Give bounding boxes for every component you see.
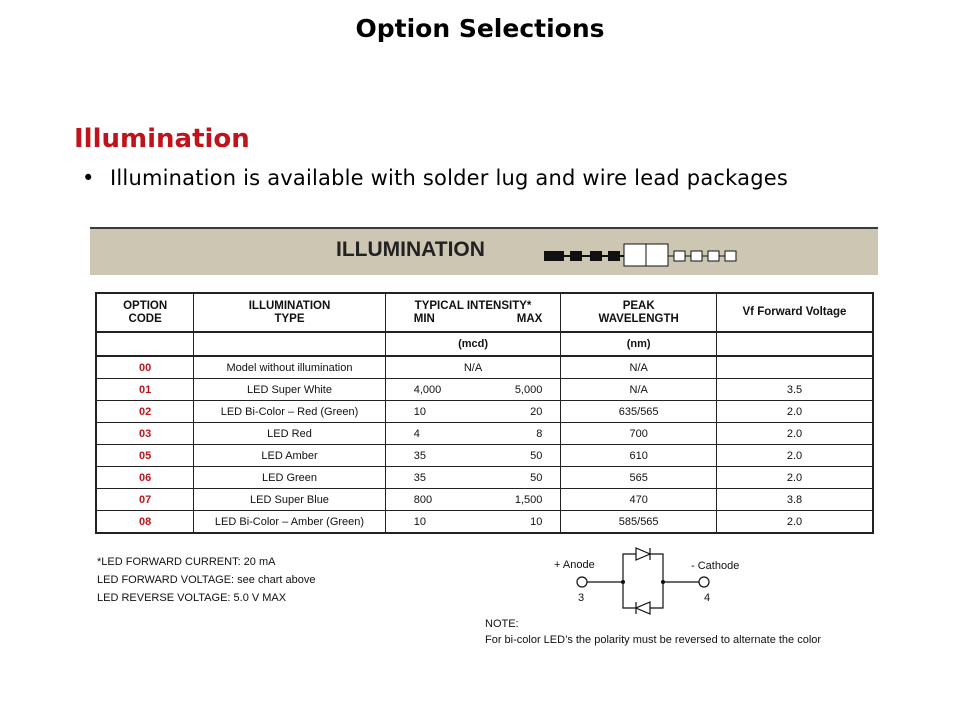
footnotes bbox=[97, 553, 315, 607]
header-peak-wavelength bbox=[561, 293, 717, 332]
header-illumination-type bbox=[194, 293, 385, 332]
cell-peak-wavelength: 565 bbox=[561, 467, 717, 489]
cell-intensity-min: 35 bbox=[413, 471, 426, 484]
cathode-label: - Cathode bbox=[691, 560, 740, 572]
cell-option-code: 06 bbox=[96, 467, 194, 489]
cell-intensity-max: 20 bbox=[530, 405, 543, 418]
table-row bbox=[96, 511, 873, 534]
bullet-dot-icon: • bbox=[82, 166, 95, 190]
cell-forward-voltage: 3.5 bbox=[717, 379, 874, 401]
header-text: WAVELENGTH bbox=[598, 312, 679, 325]
cell-intensity bbox=[385, 379, 561, 401]
cell-intensity bbox=[385, 511, 561, 534]
cell-forward-voltage: 3.8 bbox=[717, 489, 874, 511]
table-header-row bbox=[96, 293, 873, 332]
cell-option-code: 05 bbox=[96, 445, 194, 467]
header-text: CODE bbox=[128, 312, 162, 325]
footnote-forward-voltage: LED FORWARD VOLTAGE: see chart above bbox=[97, 574, 316, 586]
header-option-code bbox=[96, 293, 194, 332]
cell-intensity-min: 4,000 bbox=[413, 383, 442, 396]
cell-forward-voltage: 2.0 bbox=[717, 423, 874, 445]
cell-peak-wavelength: 585/565 bbox=[561, 511, 717, 534]
connector-diagram-icon bbox=[544, 243, 740, 269]
cell-peak-wavelength: 610 bbox=[561, 445, 717, 467]
cell-forward-voltage: 2.0 bbox=[717, 467, 874, 489]
cell-intensity bbox=[385, 423, 561, 445]
cell-peak-wavelength: N/A bbox=[561, 379, 717, 401]
cell-illumination-type: LED Super White bbox=[194, 379, 385, 401]
cell-peak-wavelength: 635/565 bbox=[561, 401, 717, 423]
illumination-table bbox=[95, 292, 874, 534]
units-wavelength: (nm) bbox=[561, 332, 717, 356]
polarity-note bbox=[485, 616, 821, 648]
bullet-text: Illumination is available with solder lug and wire lead packages bbox=[110, 166, 789, 190]
section-heading: Illumination bbox=[74, 124, 250, 154]
cathode-terminal-icon bbox=[699, 577, 709, 587]
header-text: OPTION bbox=[123, 299, 168, 312]
header-forward-voltage: Vf Forward Voltage bbox=[717, 293, 874, 332]
note-text: For bi-color LED’s the polarity must be reversed to alternate the color bbox=[485, 634, 822, 646]
units-cell bbox=[194, 332, 385, 356]
cell-forward-voltage: 2.0 bbox=[717, 401, 874, 423]
cell-intensity bbox=[385, 445, 561, 467]
cell-peak-wavelength: 700 bbox=[561, 423, 717, 445]
cell-intensity-max: 10 bbox=[530, 515, 543, 528]
cell-forward-voltage: 2.0 bbox=[717, 511, 874, 534]
cathode-pin-number: 4 bbox=[704, 592, 711, 604]
cell-illumination-type: LED Amber bbox=[194, 445, 385, 467]
led-diode-forward-icon bbox=[636, 548, 650, 560]
cell-intensity-max: 5,000 bbox=[514, 383, 543, 396]
cell-intensity-max: 8 bbox=[536, 427, 543, 440]
table-row bbox=[96, 379, 873, 401]
cell-option-code: 07 bbox=[96, 489, 194, 511]
units-intensity: (mcd) bbox=[385, 332, 561, 356]
cell-peak-wavelength: N/A bbox=[561, 356, 717, 379]
cell-intensity-min: 10 bbox=[413, 405, 426, 418]
cell-illumination-type: LED Super Blue bbox=[194, 489, 385, 511]
cell-option-code: 00 bbox=[96, 356, 194, 379]
cell-intensity-max: 1,500 bbox=[514, 493, 543, 506]
note-label: NOTE: bbox=[485, 618, 519, 630]
cell-illumination-type: Model without illumination bbox=[194, 356, 385, 379]
bicolor-led-circuit-diagram bbox=[540, 540, 770, 620]
cell-intensity-min: 35 bbox=[413, 449, 426, 462]
cell-option-code: 03 bbox=[96, 423, 194, 445]
footnote-forward-current: *LED FORWARD CURRENT: 20 mA bbox=[97, 556, 276, 568]
header-min: MIN bbox=[413, 312, 435, 325]
cell-intensity: N/A bbox=[385, 356, 561, 379]
cell-peak-wavelength: 470 bbox=[561, 489, 717, 511]
cell-option-code: 08 bbox=[96, 511, 194, 534]
anode-pin-number: 3 bbox=[578, 592, 585, 604]
header-text: ILLUMINATION bbox=[248, 299, 331, 312]
cell-intensity bbox=[385, 401, 561, 423]
bullet-item bbox=[82, 166, 882, 190]
cell-intensity bbox=[385, 489, 561, 511]
table-units-row bbox=[96, 332, 873, 356]
cell-illumination-type: LED Red bbox=[194, 423, 385, 445]
table-row bbox=[96, 356, 873, 379]
cell-illumination-type: LED Bi-Color – Red (Green) bbox=[194, 401, 385, 423]
header-max: MAX bbox=[516, 312, 543, 325]
cell-option-code: 01 bbox=[96, 379, 194, 401]
header-text: TYPE bbox=[274, 312, 305, 325]
header-typical-intensity bbox=[385, 293, 561, 332]
led-diode-reverse-icon bbox=[636, 602, 650, 614]
footnote-reverse-voltage: LED REVERSE VOLTAGE: 5.0 V MAX bbox=[97, 592, 287, 604]
banner-title: ILLUMINATION bbox=[336, 238, 485, 261]
cell-intensity-min: 10 bbox=[413, 515, 426, 528]
units-cell bbox=[96, 332, 194, 356]
cell-forward-voltage: 2.0 bbox=[717, 445, 874, 467]
illumination-banner bbox=[90, 227, 878, 275]
table-row bbox=[96, 467, 873, 489]
table-row bbox=[96, 401, 873, 423]
cell-intensity-min: 4 bbox=[413, 427, 420, 440]
cell-intensity-max: 50 bbox=[530, 471, 543, 484]
table-row bbox=[96, 423, 873, 445]
table-row bbox=[96, 489, 873, 511]
anode-terminal-icon bbox=[577, 577, 587, 587]
slide-title: Option Selections bbox=[355, 14, 605, 43]
header-text: PEAK bbox=[622, 299, 655, 312]
cell-forward-voltage bbox=[717, 356, 874, 379]
cell-intensity-min: 800 bbox=[413, 493, 433, 506]
table-row bbox=[96, 445, 873, 467]
anode-label: + Anode bbox=[554, 559, 595, 571]
cell-illumination-type: LED Bi-Color – Amber (Green) bbox=[194, 511, 385, 534]
cell-option-code: 02 bbox=[96, 401, 194, 423]
cell-intensity bbox=[385, 467, 561, 489]
header-text: TYPICAL INTENSITY* bbox=[414, 299, 532, 312]
cell-illumination-type: LED Green bbox=[194, 467, 385, 489]
cell-intensity-max: 50 bbox=[530, 449, 543, 462]
units-cell bbox=[717, 332, 874, 356]
